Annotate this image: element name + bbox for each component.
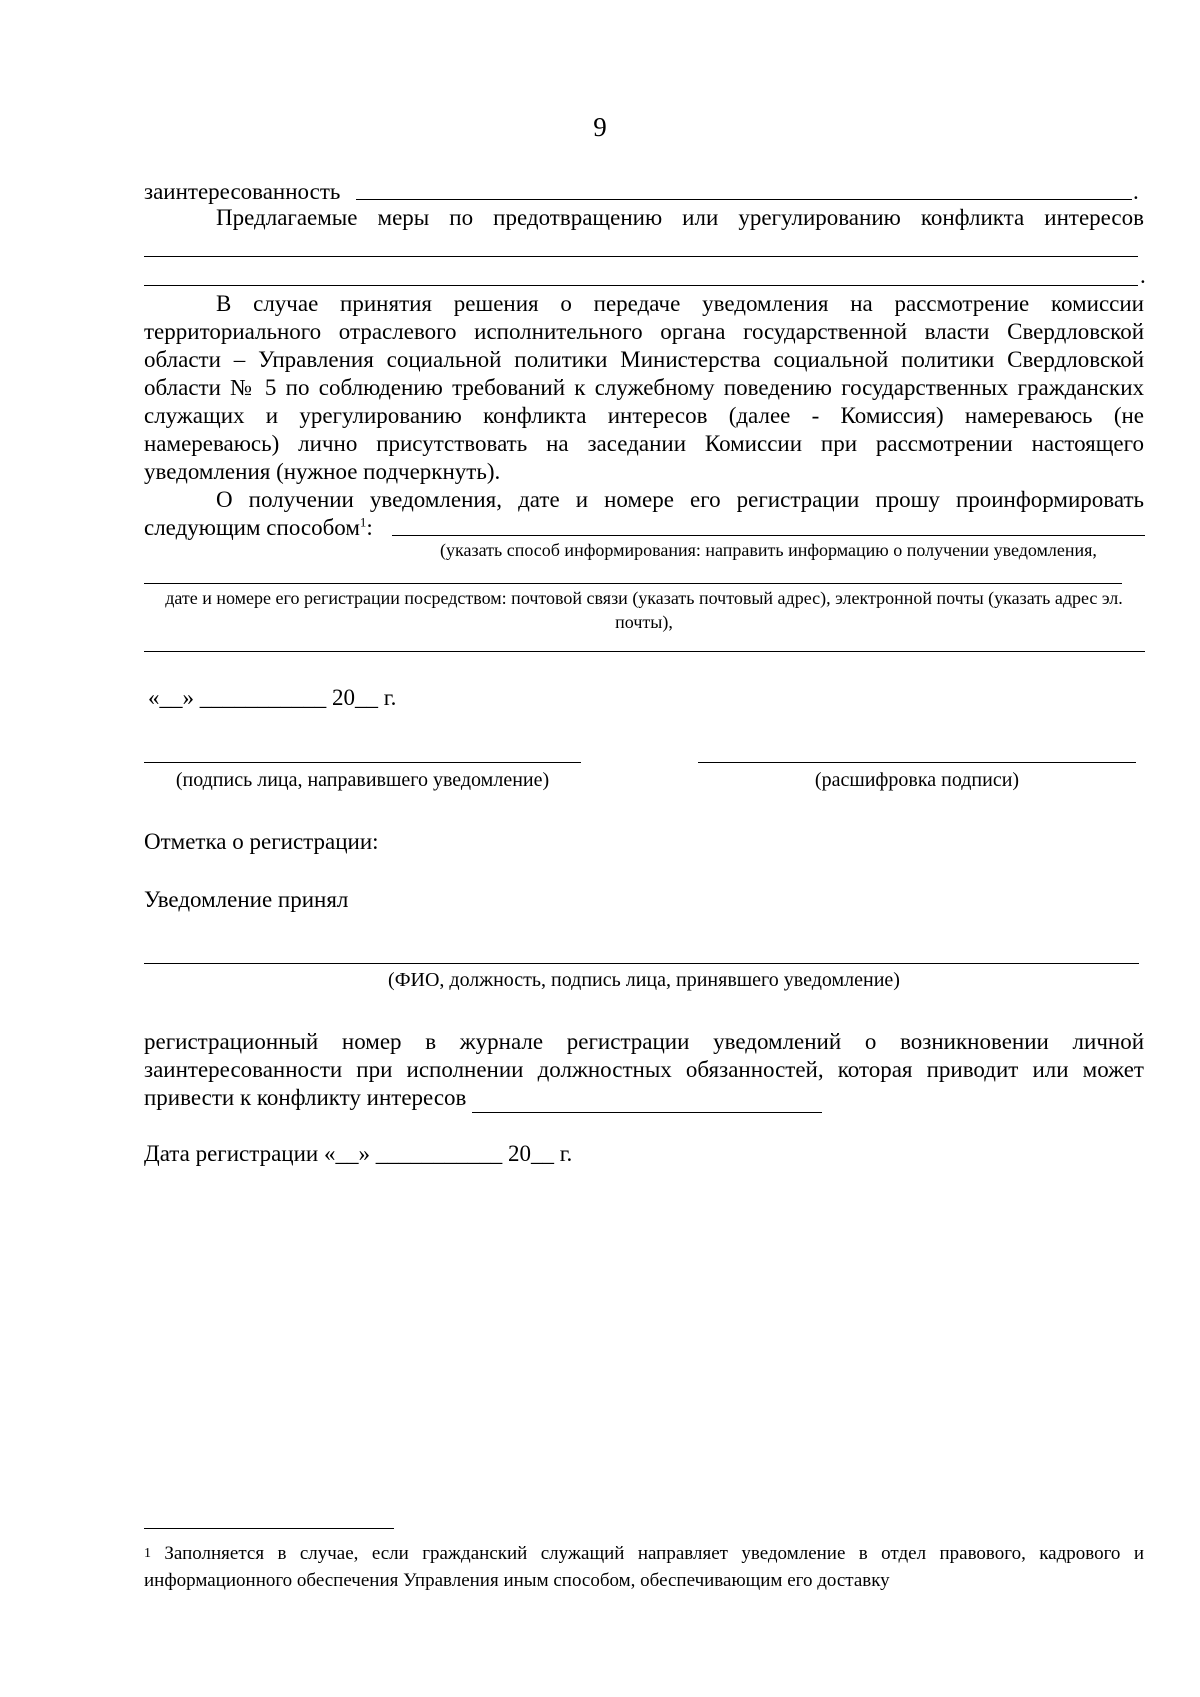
reg-number-text: регистрационный номер в журнале регистрации уведомлений о возникновении личной заинтересованности при исполнении должностных обязанностей, которая приводит или может привести к конфликту интересов [144, 1029, 1144, 1110]
inform-paragraph [144, 486, 1144, 542]
receiver-caption: (ФИО, должность, подпись лица, принявшего уведомление) [388, 969, 900, 991]
signature-decoding-line [698, 762, 1136, 763]
signature-decoding-caption: (расшифровка подписи) [814, 769, 1020, 791]
inform-blank-line-2 [144, 583, 1122, 584]
interest-blank-line [356, 199, 1132, 200]
interest-label: заинтересованность [144, 179, 341, 204]
reg-date-year: 20__ [507, 1141, 554, 1166]
date-year: 20__ [332, 685, 378, 710]
reg-date-month-blank: ___________ [375, 1141, 503, 1166]
footnote [144, 1540, 1144, 1594]
reg-date-label: Дата регистрации [144, 1141, 319, 1166]
date-day: «__» [148, 685, 194, 710]
measures-blank-line-1 [144, 256, 1138, 257]
interest-line [144, 178, 1144, 206]
footnote-ref: 1 [359, 514, 367, 530]
page-number: 9 [593, 112, 607, 142]
measures-text: Предлагаемые меры по предотвращению или урегулированию конфликта интересов [216, 205, 1144, 230]
reg-date-suffix: г. [559, 1141, 573, 1166]
reg-date-line [144, 1140, 572, 1168]
interest-period: . [1133, 179, 1139, 204]
inform-blank-line [392, 535, 1145, 536]
inform-blank-line-3 [144, 651, 1145, 652]
signature-line [144, 762, 581, 763]
inform-text: О получении уведомления, дате и номере его регистрации прошу проинформировать следующим способом [144, 487, 1144, 540]
reg-number-paragraph [144, 1028, 1144, 1113]
footnote-separator [144, 1528, 394, 1529]
date-line [148, 684, 396, 712]
commission-paragraph: В случае принятия решения о передаче уведомления на рассмотрение комиссии территориального отраслевого исполнительного органа государственной власти Свердловской области – Управления социальной политики Министерства социальной политики Свердловской области № 5 по соблюдению требований к служебному поведению государственных гражданских служащих и урегулированию конфликта интересов (далее - Комиссия) намереваюсь (не намереваюсь) лично присутствовать на заседании Комиссии при рассмотрении настоящего уведомления (нужное подчеркнуть). [144, 291, 1144, 484]
date-month-blank: ___________ [199, 685, 327, 710]
footnote-mark: 1 [144, 1546, 151, 1561]
receiver-line [144, 963, 1139, 964]
inform-hint-line-1: (указать способ информирования: направить информацию о получении уведомления, [440, 540, 1097, 560]
measures-period: . [1140, 263, 1146, 288]
date-suffix: г. [383, 685, 397, 710]
measures-blank-line-2 [144, 285, 1138, 286]
inform-colon: : [366, 515, 373, 540]
footnote-text: Заполняется в случае, если гражданский служащий направляет уведомление в отдел правового, кадрового и информационного обеспечения Управления иным способом, обеспечивающим его доставку [144, 1543, 1144, 1591]
reg-number-blank [472, 1084, 822, 1113]
signature-caption: (подпись лица, направившего уведомление) [175, 769, 550, 791]
registration-mark: Отметка о регистрации: [144, 829, 379, 854]
inform-hint-line-2: дате и номере его регистрации посредством: почтовой связи (указать почтовый адрес), электронной почты (указать адрес эл. почты), [165, 588, 1123, 632]
reg-date-day: «__» [323, 1141, 370, 1166]
received-by: Уведомление принял [144, 887, 349, 912]
